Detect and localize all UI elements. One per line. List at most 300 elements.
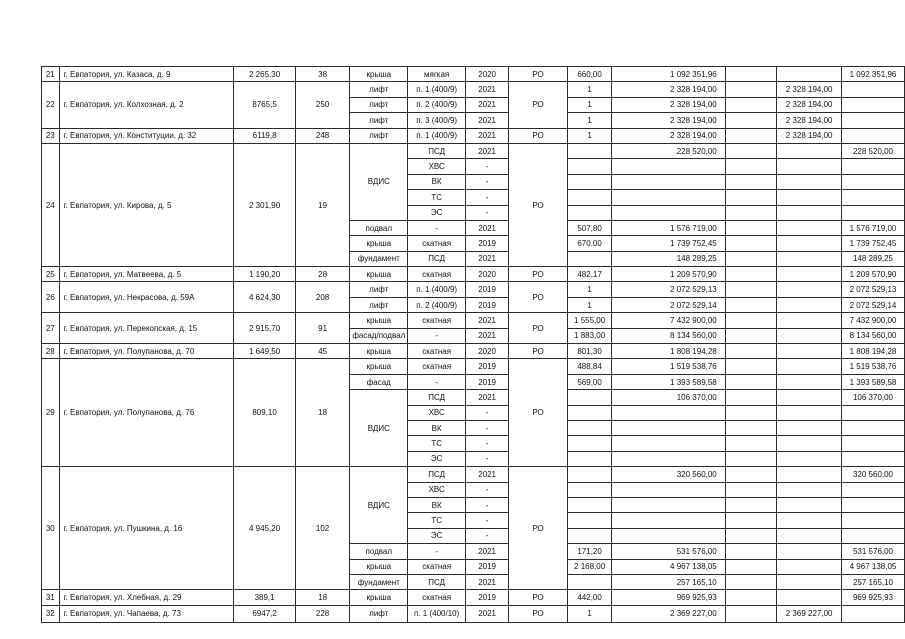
total-cost-cell: 1 393 589,58 (612, 374, 726, 389)
volume-cell: 442,00 (567, 590, 611, 605)
budget-b-cell: 2 328 194,00 (777, 113, 842, 128)
detail-cell: ХВС (408, 482, 466, 497)
volume-cell (567, 251, 611, 266)
year-cell: - (466, 190, 509, 205)
budget-c-cell (841, 190, 904, 205)
row-number: 32 (42, 605, 60, 622)
budget-b-cell (777, 267, 842, 282)
budget-b-cell (777, 390, 842, 405)
volume-cell (567, 159, 611, 174)
total-cost-cell: 1 576 719,00 (612, 220, 726, 235)
budget-c-cell: 1 519 538,76 (841, 359, 904, 374)
total-cost-cell: 2 369 227,00 (612, 605, 726, 622)
element-cell: крыша (350, 267, 408, 282)
detail-cell: скатная (408, 590, 466, 605)
volume-cell: 1 (567, 82, 611, 97)
residents-cell: 102 (295, 467, 349, 590)
total-cost-cell: 148 289,25 (612, 251, 726, 266)
total-cost-cell: 1 519 538,76 (612, 359, 726, 374)
budget-c-cell: 320 560,00 (841, 467, 904, 482)
address-cell: г. Евпатория, ул. Чапаева, д. 73 (59, 605, 234, 622)
element-cell: крыша (350, 359, 408, 374)
total-cost-cell: 2 072 529,13 (612, 282, 726, 297)
element-cell: крыша (350, 559, 408, 574)
total-cost-cell: 1 092 351,96 (612, 67, 726, 82)
budget-b-cell (777, 528, 842, 543)
budget-b-cell (777, 344, 842, 359)
ro-cell: РО (509, 282, 568, 313)
budget-c-cell: 148 289,25 (841, 251, 904, 266)
total-cost-cell: 7 432 900,00 (612, 313, 726, 328)
ro-cell: РО (509, 590, 568, 605)
budget-b-cell (777, 159, 842, 174)
detail-cell: п. 1 (400/9) (408, 128, 466, 143)
volume-cell: 1 (567, 97, 611, 112)
table-row (42, 359, 905, 374)
budget-a-cell (725, 236, 776, 251)
budget-c-cell: 1 739 752,45 (841, 236, 904, 251)
year-cell: 2021 (466, 220, 509, 235)
budget-a-cell (725, 390, 776, 405)
budget-c-cell (841, 174, 904, 189)
total-cost-cell (612, 528, 726, 543)
detail-cell: ТС (408, 436, 466, 451)
budget-b-cell: 2 328 194,00 (777, 82, 842, 97)
volume-cell: 1 555,00 (567, 313, 611, 328)
detail-cell: - (408, 220, 466, 235)
residents-cell: 91 (295, 313, 349, 344)
element-cell: подвал (350, 220, 408, 235)
table-row (42, 128, 905, 143)
budget-c-cell (841, 82, 904, 97)
detail-cell: скатная (408, 267, 466, 282)
total-cost-cell: 531 576,00 (612, 544, 726, 559)
address-cell: г. Евпатория, ул. Казаса, д. 9 (59, 67, 234, 82)
budget-a-cell (725, 82, 776, 97)
budget-c-cell (841, 113, 904, 128)
year-cell: 2019 (466, 359, 509, 374)
detail-cell: - (408, 328, 466, 343)
year-cell: - (466, 174, 509, 189)
budget-a-cell (725, 297, 776, 312)
year-cell: - (466, 482, 509, 497)
row-number: 27 (42, 313, 60, 344)
budget-a-cell (725, 420, 776, 435)
year-cell: 2019 (466, 559, 509, 574)
budget-b-cell (777, 251, 842, 266)
table-row (42, 67, 905, 82)
budget-b-cell (777, 574, 842, 589)
budget-a-cell (725, 205, 776, 220)
volume-cell: 660,00 (567, 67, 611, 82)
volume-cell: 569,00 (567, 374, 611, 389)
budget-a-cell (725, 328, 776, 343)
volume-cell: 507,80 (567, 220, 611, 235)
budget-c-cell (841, 605, 904, 622)
detail-cell: скатная (408, 236, 466, 251)
year-cell: - (466, 528, 509, 543)
total-cost-cell: 2 072 529,14 (612, 297, 726, 312)
element-cell: подвал (350, 544, 408, 559)
budget-c-cell (841, 405, 904, 420)
budget-c-cell: 1 808 194,28 (841, 344, 904, 359)
total-cost-cell: 2 328 194,00 (612, 128, 726, 143)
detail-cell: п. 1 (400/10) (408, 605, 466, 622)
address-cell: г. Евпатория, ул. Пушкина, д. 16 (59, 467, 234, 590)
detail-cell: ВК (408, 497, 466, 512)
budget-b-cell (777, 451, 842, 466)
year-cell: 2021 (466, 97, 509, 112)
row-number: 31 (42, 590, 60, 605)
element-cell: лифт (350, 282, 408, 297)
total-cost-cell (612, 174, 726, 189)
element-cell: крыша (350, 590, 408, 605)
address-cell: г. Евпатория, ул. Перекопская, д. 15 (59, 313, 234, 344)
year-cell: 2021 (466, 390, 509, 405)
table-row (42, 605, 905, 622)
volume-cell: 2 168,00 (567, 559, 611, 574)
area-cell: 1 190,20 (234, 267, 296, 282)
budget-a-cell (725, 482, 776, 497)
residents-cell: 248 (295, 128, 349, 143)
year-cell: - (466, 159, 509, 174)
ro-cell: РО (509, 128, 568, 143)
total-cost-cell: 228 520,00 (612, 143, 726, 158)
detail-cell: п. 2 (400/9) (408, 97, 466, 112)
element-cell: крыша (350, 313, 408, 328)
budget-c-cell (841, 128, 904, 143)
budget-a-cell (725, 313, 776, 328)
budget-a-cell (725, 497, 776, 512)
detail-cell: ПСД (408, 390, 466, 405)
element-cell: лифт (350, 128, 408, 143)
residents-cell: 228 (295, 605, 349, 622)
year-cell: 2021 (466, 313, 509, 328)
budget-b-cell (777, 220, 842, 235)
detail-cell: ЭС (408, 528, 466, 543)
volume-cell: 670,00 (567, 236, 611, 251)
budget-c-cell (841, 436, 904, 451)
ro-cell: РО (509, 67, 568, 82)
total-cost-cell (612, 405, 726, 420)
budget-c-cell (841, 97, 904, 112)
detail-cell: ХВС (408, 159, 466, 174)
volume-cell: 1 883,00 (567, 328, 611, 343)
element-cell: лифт (350, 82, 408, 97)
total-cost-cell: 4 967 138,05 (612, 559, 726, 574)
volume-cell: 1 (567, 605, 611, 622)
budget-c-cell: 531 576,00 (841, 544, 904, 559)
detail-cell: скатная (408, 559, 466, 574)
year-cell: 2021 (466, 82, 509, 97)
total-cost-cell (612, 159, 726, 174)
detail-cell: ХВС (408, 405, 466, 420)
total-cost-cell (612, 190, 726, 205)
residents-cell: 28 (295, 267, 349, 282)
year-cell: 2019 (466, 297, 509, 312)
budget-a-cell (725, 574, 776, 589)
budget-a-cell (725, 267, 776, 282)
year-cell: 2021 (466, 128, 509, 143)
volume-cell (567, 436, 611, 451)
row-number: 26 (42, 282, 60, 313)
budget-a-cell (725, 528, 776, 543)
budget-a-cell (725, 559, 776, 574)
detail-cell: мягкая (408, 67, 466, 82)
residents-cell: 208 (295, 282, 349, 313)
detail-cell: ЭС (408, 205, 466, 220)
total-cost-cell (612, 513, 726, 528)
budget-a-cell (725, 374, 776, 389)
row-number: 28 (42, 344, 60, 359)
volume-cell (567, 574, 611, 589)
row-number: 25 (42, 267, 60, 282)
budget-b-cell: 2 369 227,00 (777, 605, 842, 622)
budget-b-cell (777, 205, 842, 220)
budget-a-cell (725, 143, 776, 158)
volume-cell (567, 143, 611, 158)
table-row (42, 282, 905, 297)
total-cost-cell: 8 134 560,00 (612, 328, 726, 343)
volume-cell (567, 528, 611, 543)
budget-b-cell (777, 590, 842, 605)
total-cost-cell: 106 370,00 (612, 390, 726, 405)
budget-b-cell (777, 190, 842, 205)
address-cell: г. Евпатория, ул. Матвеева, д. 5 (59, 267, 234, 282)
detail-cell: ТС (408, 190, 466, 205)
volume-cell: 488,84 (567, 359, 611, 374)
budget-a-cell (725, 544, 776, 559)
detail-cell: ПСД (408, 574, 466, 589)
budget-b-cell (777, 513, 842, 528)
budget-c-cell (841, 451, 904, 466)
budget-a-cell (725, 174, 776, 189)
element-cell: лифт (350, 605, 408, 622)
row-number: 29 (42, 359, 60, 467)
budget-c-cell (841, 205, 904, 220)
budget-a-cell (725, 97, 776, 112)
budget-b-cell (777, 374, 842, 389)
detail-cell: скатная (408, 313, 466, 328)
volume-cell (567, 174, 611, 189)
total-cost-cell: 969 925,93 (612, 590, 726, 605)
detail-cell: ЭС (408, 451, 466, 466)
budget-b-cell (777, 236, 842, 251)
detail-cell: - (408, 544, 466, 559)
element-cell: ВДИС (350, 390, 408, 467)
detail-cell: скатная (408, 344, 466, 359)
year-cell: 2021 (466, 574, 509, 589)
total-cost-cell (612, 482, 726, 497)
residents-cell: 250 (295, 82, 349, 128)
budget-a-cell (725, 67, 776, 82)
year-cell: 2021 (466, 328, 509, 343)
year-cell: 2021 (466, 113, 509, 128)
year-cell: - (466, 436, 509, 451)
ro-cell: РО (509, 359, 568, 467)
table-row (42, 344, 905, 359)
budget-b-cell (777, 143, 842, 158)
address-cell: г. Евпатория, ул. Колхозная, д. 2 (59, 82, 234, 128)
area-cell: 4 624,30 (234, 282, 296, 313)
budget-a-cell (725, 128, 776, 143)
budget-c-cell (841, 528, 904, 543)
volume-cell: 1 (567, 297, 611, 312)
total-cost-cell: 257 165,10 (612, 574, 726, 589)
volume-cell: 1 (567, 282, 611, 297)
total-cost-cell (612, 420, 726, 435)
budget-a-cell (725, 467, 776, 482)
residents-cell: 18 (295, 590, 349, 605)
budget-a-cell (725, 436, 776, 451)
volume-cell (567, 497, 611, 512)
year-cell: 2019 (466, 590, 509, 605)
address-cell: г. Евпатория, ул. Кирова, д. 5 (59, 143, 234, 266)
area-cell: 809,10 (234, 359, 296, 467)
year-cell: 2021 (466, 544, 509, 559)
table-row (42, 313, 905, 328)
budget-b-cell (777, 544, 842, 559)
budget-c-cell: 7 432 900,00 (841, 313, 904, 328)
volume-cell: 482,17 (567, 267, 611, 282)
volume-cell (567, 190, 611, 205)
element-cell: фундамент (350, 574, 408, 589)
budget-a-cell (725, 590, 776, 605)
detail-cell: ВК (408, 420, 466, 435)
year-cell: 2020 (466, 344, 509, 359)
table-row (42, 590, 905, 605)
ro-cell: РО (509, 313, 568, 344)
budget-a-cell (725, 251, 776, 266)
area-cell: 6947,2 (234, 605, 296, 622)
table-row (42, 267, 905, 282)
area-cell: 2 301,90 (234, 143, 296, 266)
budget-c-cell: 4 967 138,05 (841, 559, 904, 574)
volume-cell (567, 205, 611, 220)
budget-a-cell (725, 190, 776, 205)
ro-cell: РО (509, 82, 568, 128)
detail-cell: п. 2 (400/9) (408, 297, 466, 312)
element-cell: крыша (350, 67, 408, 82)
detail-cell: скатная (408, 359, 466, 374)
year-cell: 2019 (466, 282, 509, 297)
budget-a-cell (725, 451, 776, 466)
budget-b-cell: 2 328 194,00 (777, 128, 842, 143)
budget-b-cell (777, 482, 842, 497)
budget-c-cell (841, 513, 904, 528)
area-cell: 6119,8 (234, 128, 296, 143)
budget-b-cell (777, 420, 842, 435)
detail-cell: - (408, 374, 466, 389)
total-cost-cell (612, 436, 726, 451)
total-cost-cell: 320 560,00 (612, 467, 726, 482)
budget-c-cell: 1 576 719,00 (841, 220, 904, 235)
budget-b-cell (777, 297, 842, 312)
budget-c-cell: 8 134 560,00 (841, 328, 904, 343)
row-number: 22 (42, 82, 60, 128)
budget-a-cell (725, 113, 776, 128)
budget-c-cell: 1 393 589,58 (841, 374, 904, 389)
area-cell: 2 265,30 (234, 67, 296, 82)
total-cost-cell: 1 209 570,90 (612, 267, 726, 282)
address-cell: г. Евпатория, ул. Полупанова, д. 76 (59, 359, 234, 467)
budget-c-cell: 257 165,10 (841, 574, 904, 589)
budget-c-cell: 1 092 351,96 (841, 67, 904, 82)
row-number: 30 (42, 467, 60, 590)
detail-cell: п. 3 (400/9) (408, 113, 466, 128)
total-cost-cell: 2 328 194,00 (612, 82, 726, 97)
table-row (42, 467, 905, 482)
area-cell: 4 945,20 (234, 467, 296, 590)
year-cell: 2021 (466, 605, 509, 622)
budget-c-cell (841, 420, 904, 435)
ro-cell: РО (509, 605, 568, 622)
budget-c-cell: 2 072 529,14 (841, 297, 904, 312)
row-number: 24 (42, 143, 60, 266)
detail-cell: ПСД (408, 467, 466, 482)
element-cell: лифт (350, 97, 408, 112)
ro-cell: РО (509, 344, 568, 359)
budget-c-cell: 1 209 570,90 (841, 267, 904, 282)
total-cost-cell: 2 328 194,00 (612, 113, 726, 128)
year-cell: 2019 (466, 236, 509, 251)
residents-cell: 19 (295, 143, 349, 266)
element-cell: ВДИС (350, 143, 408, 220)
detail-cell: ТС (408, 513, 466, 528)
year-cell: - (466, 451, 509, 466)
total-cost-cell (612, 451, 726, 466)
budget-c-cell (841, 497, 904, 512)
budget-b-cell (777, 436, 842, 451)
budget-b-cell (777, 282, 842, 297)
budget-a-cell (725, 282, 776, 297)
year-cell: 2021 (466, 467, 509, 482)
budget-c-cell: 2 072 529,13 (841, 282, 904, 297)
budget-a-cell (725, 159, 776, 174)
volume-cell (567, 482, 611, 497)
budget-b-cell (777, 405, 842, 420)
year-cell: 2020 (466, 67, 509, 82)
total-cost-cell: 1 739 752,45 (612, 236, 726, 251)
row-number: 23 (42, 128, 60, 143)
budget-c-cell: 969 925,93 (841, 590, 904, 605)
row-number: 21 (42, 67, 60, 82)
budget-a-cell (725, 405, 776, 420)
volume-cell (567, 513, 611, 528)
table-row (42, 143, 905, 158)
element-cell: фасад (350, 374, 408, 389)
address-cell: г. Евпатория, ул. Некрасова, д. 59А (59, 282, 234, 313)
budget-c-cell (841, 159, 904, 174)
volume-cell (567, 420, 611, 435)
budget-a-cell (725, 359, 776, 374)
budget-a-cell (725, 513, 776, 528)
table-row (42, 82, 905, 97)
budget-b-cell (777, 67, 842, 82)
total-cost-cell: 2 328 194,00 (612, 97, 726, 112)
capital-repair-table (41, 66, 905, 623)
area-cell: 389,1 (234, 590, 296, 605)
budget-b-cell (777, 559, 842, 574)
residents-cell: 45 (295, 344, 349, 359)
year-cell: - (466, 513, 509, 528)
year-cell: - (466, 205, 509, 220)
ro-cell: РО (509, 467, 568, 590)
element-cell: крыша (350, 344, 408, 359)
detail-cell: п. 1 (400/9) (408, 82, 466, 97)
volume-cell: 171,20 (567, 544, 611, 559)
volume-cell: 1 (567, 113, 611, 128)
